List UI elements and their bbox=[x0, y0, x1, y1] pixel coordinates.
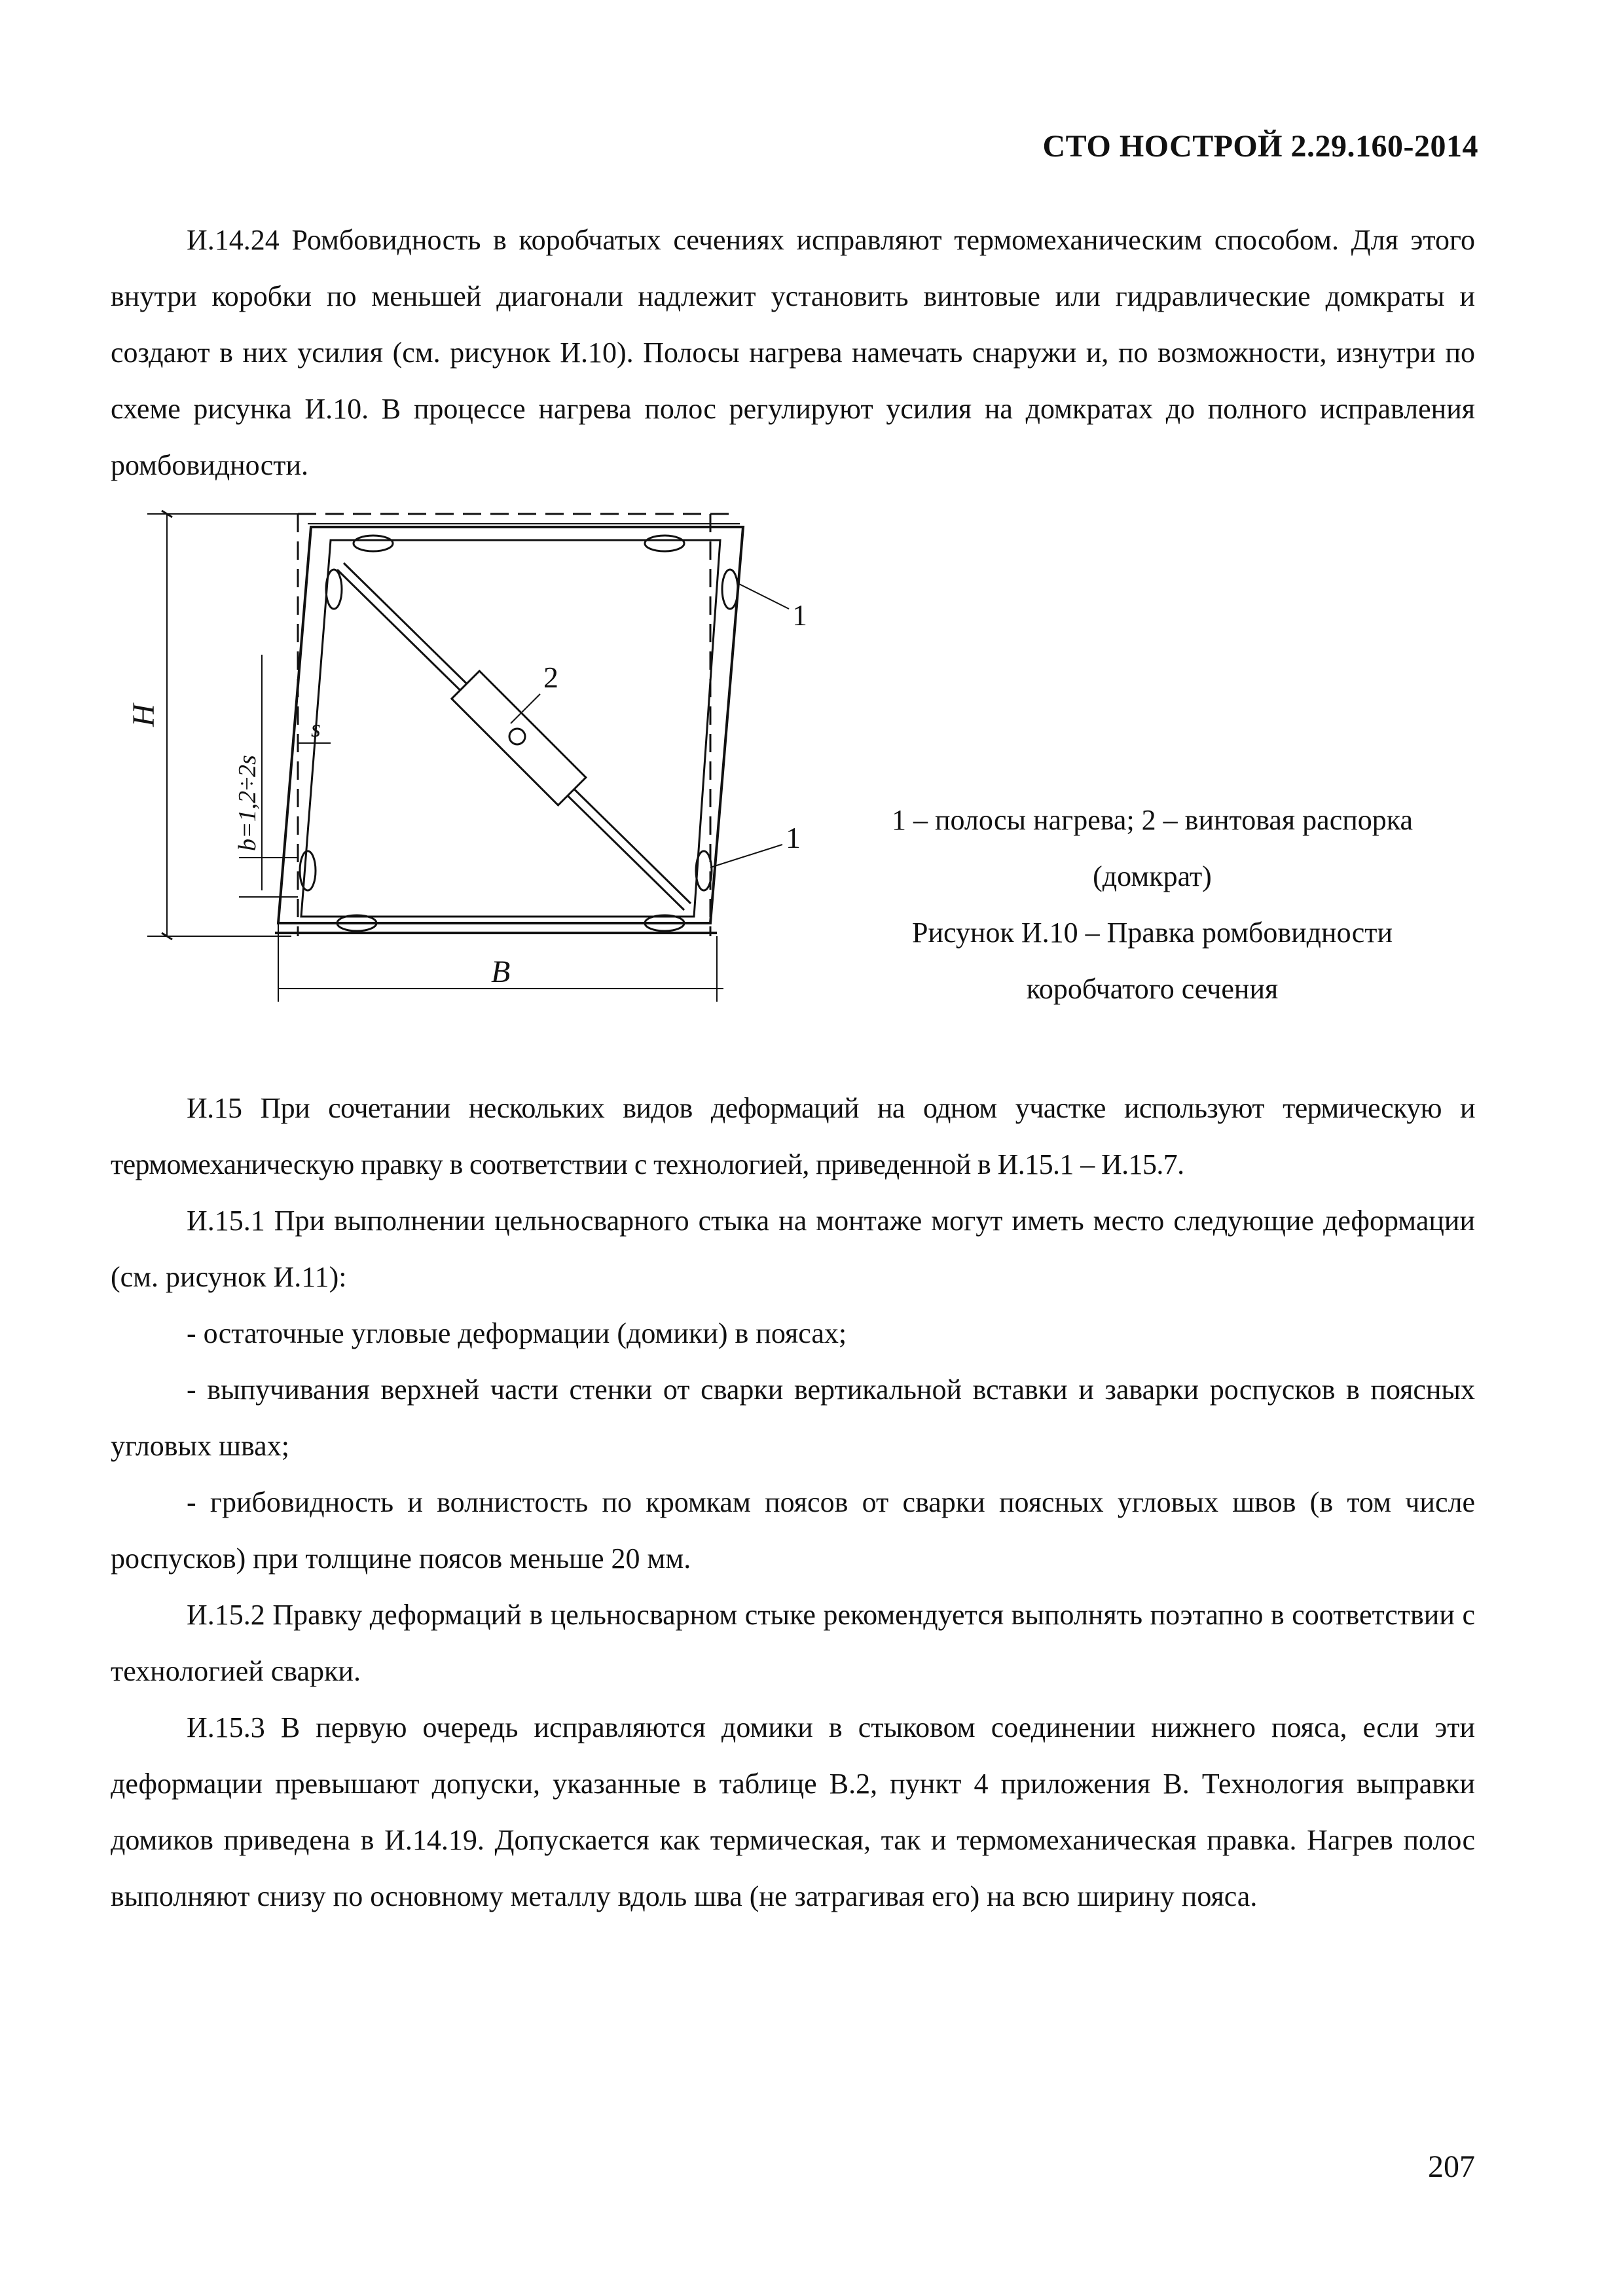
paragraph-i15-1: И.15.1 При выполнении цельносварного стыка на монтаже могут иметь место следующие деформации (см. рисунок И.11): bbox=[111, 1205, 1475, 1293]
caption-title-line-2: коробчатого сечения bbox=[1026, 973, 1279, 1005]
paragraph-i14-24: И.14.24 Ромбовидность в коробчатых сечениях исправляют термомеханическим способом. Для этого внутри коробки по меньшей диагонали надлежит установить винтовые или гидравлические домкраты и создают в них усилия (см. рисунок И.10). Полосы нагрева намечать снаружи и, по возможности, изнутри по схеме рисунка И.10. В процессе нагрева полос регулируют усилия на домкратах до полного исправления ромбовидности. bbox=[111, 224, 1475, 481]
label-h: H bbox=[126, 704, 161, 727]
list-item: - грибовидность и волнистость по кромкам поясов от сварки поясных угловых швов (в том числе роспусков) при толщине поясов меньше 20 мм. bbox=[111, 1486, 1475, 1575]
heating-strip bbox=[722, 570, 738, 609]
caption-title-line-1: Рисунок И.10 – Правка ромбовидности bbox=[911, 917, 1393, 949]
list-item: - выпучивания верхней части стенки от сварки вертикальной вставки и заварки роспусков в поясных угловых швах; bbox=[111, 1374, 1475, 1462]
jack-strut bbox=[337, 563, 691, 910]
document-header: СТО НОСТРОЙ 2.29.160-2014 bbox=[1042, 129, 1478, 164]
callout-2: 2 bbox=[543, 661, 558, 694]
label-s: s bbox=[311, 715, 321, 742]
heating-strip bbox=[645, 536, 684, 551]
heating-strip bbox=[300, 851, 316, 890]
paragraph-i15: И.15 При сочетании нескольких видов деформаций на одном участке используют термическую и термомеханическую правку в соответствии с технологией, приведенной в И.15.1 – И.15.7. bbox=[111, 1092, 1475, 1180]
heating-strip bbox=[354, 536, 393, 551]
callout-1-bottom: 1 bbox=[786, 821, 801, 854]
heating-strip bbox=[696, 851, 712, 890]
figure-i10 bbox=[126, 504, 807, 1015]
page-number: 207 bbox=[1428, 2149, 1475, 2184]
list-item: - остаточные угловые деформации (домики) в поясах; bbox=[187, 1317, 847, 1349]
heating-strip bbox=[326, 570, 342, 609]
paragraph-i15-2: И.15.2 Правку деформаций в цельносварном стыке рекомендуется выполнять поэтапно в соответствии с технологией сварки. bbox=[111, 1599, 1475, 1687]
caption-legend-line-1: 1 – полосы нагрева; 2 – винтовая распорка bbox=[891, 804, 1413, 836]
caption-legend-line-2: (домкрат) bbox=[1093, 860, 1212, 892]
callout-1-top: 1 bbox=[792, 598, 807, 632]
label-big-b: B bbox=[491, 955, 511, 989]
paragraph-i15-3: И.15.3 В первую очередь исправляются домики в стыковом соединении нижнего пояса, если эти деформации превышают допуски, указанные в таблице В.2, пункт 4 приложения В. Технология выправки домиков приведена в И.14.19. Допускается как термическая, так и термомеханическая правка. Нагрев полос выполняют снизу по основному металлу вдоль шва (не затрагивая его) на всю ширину пояса. bbox=[111, 1711, 1475, 1912]
rhomboid-box-diagram bbox=[126, 504, 807, 1015]
label-b: b=1,2÷2s bbox=[234, 755, 261, 851]
figure-caption bbox=[812, 792, 1493, 1017]
